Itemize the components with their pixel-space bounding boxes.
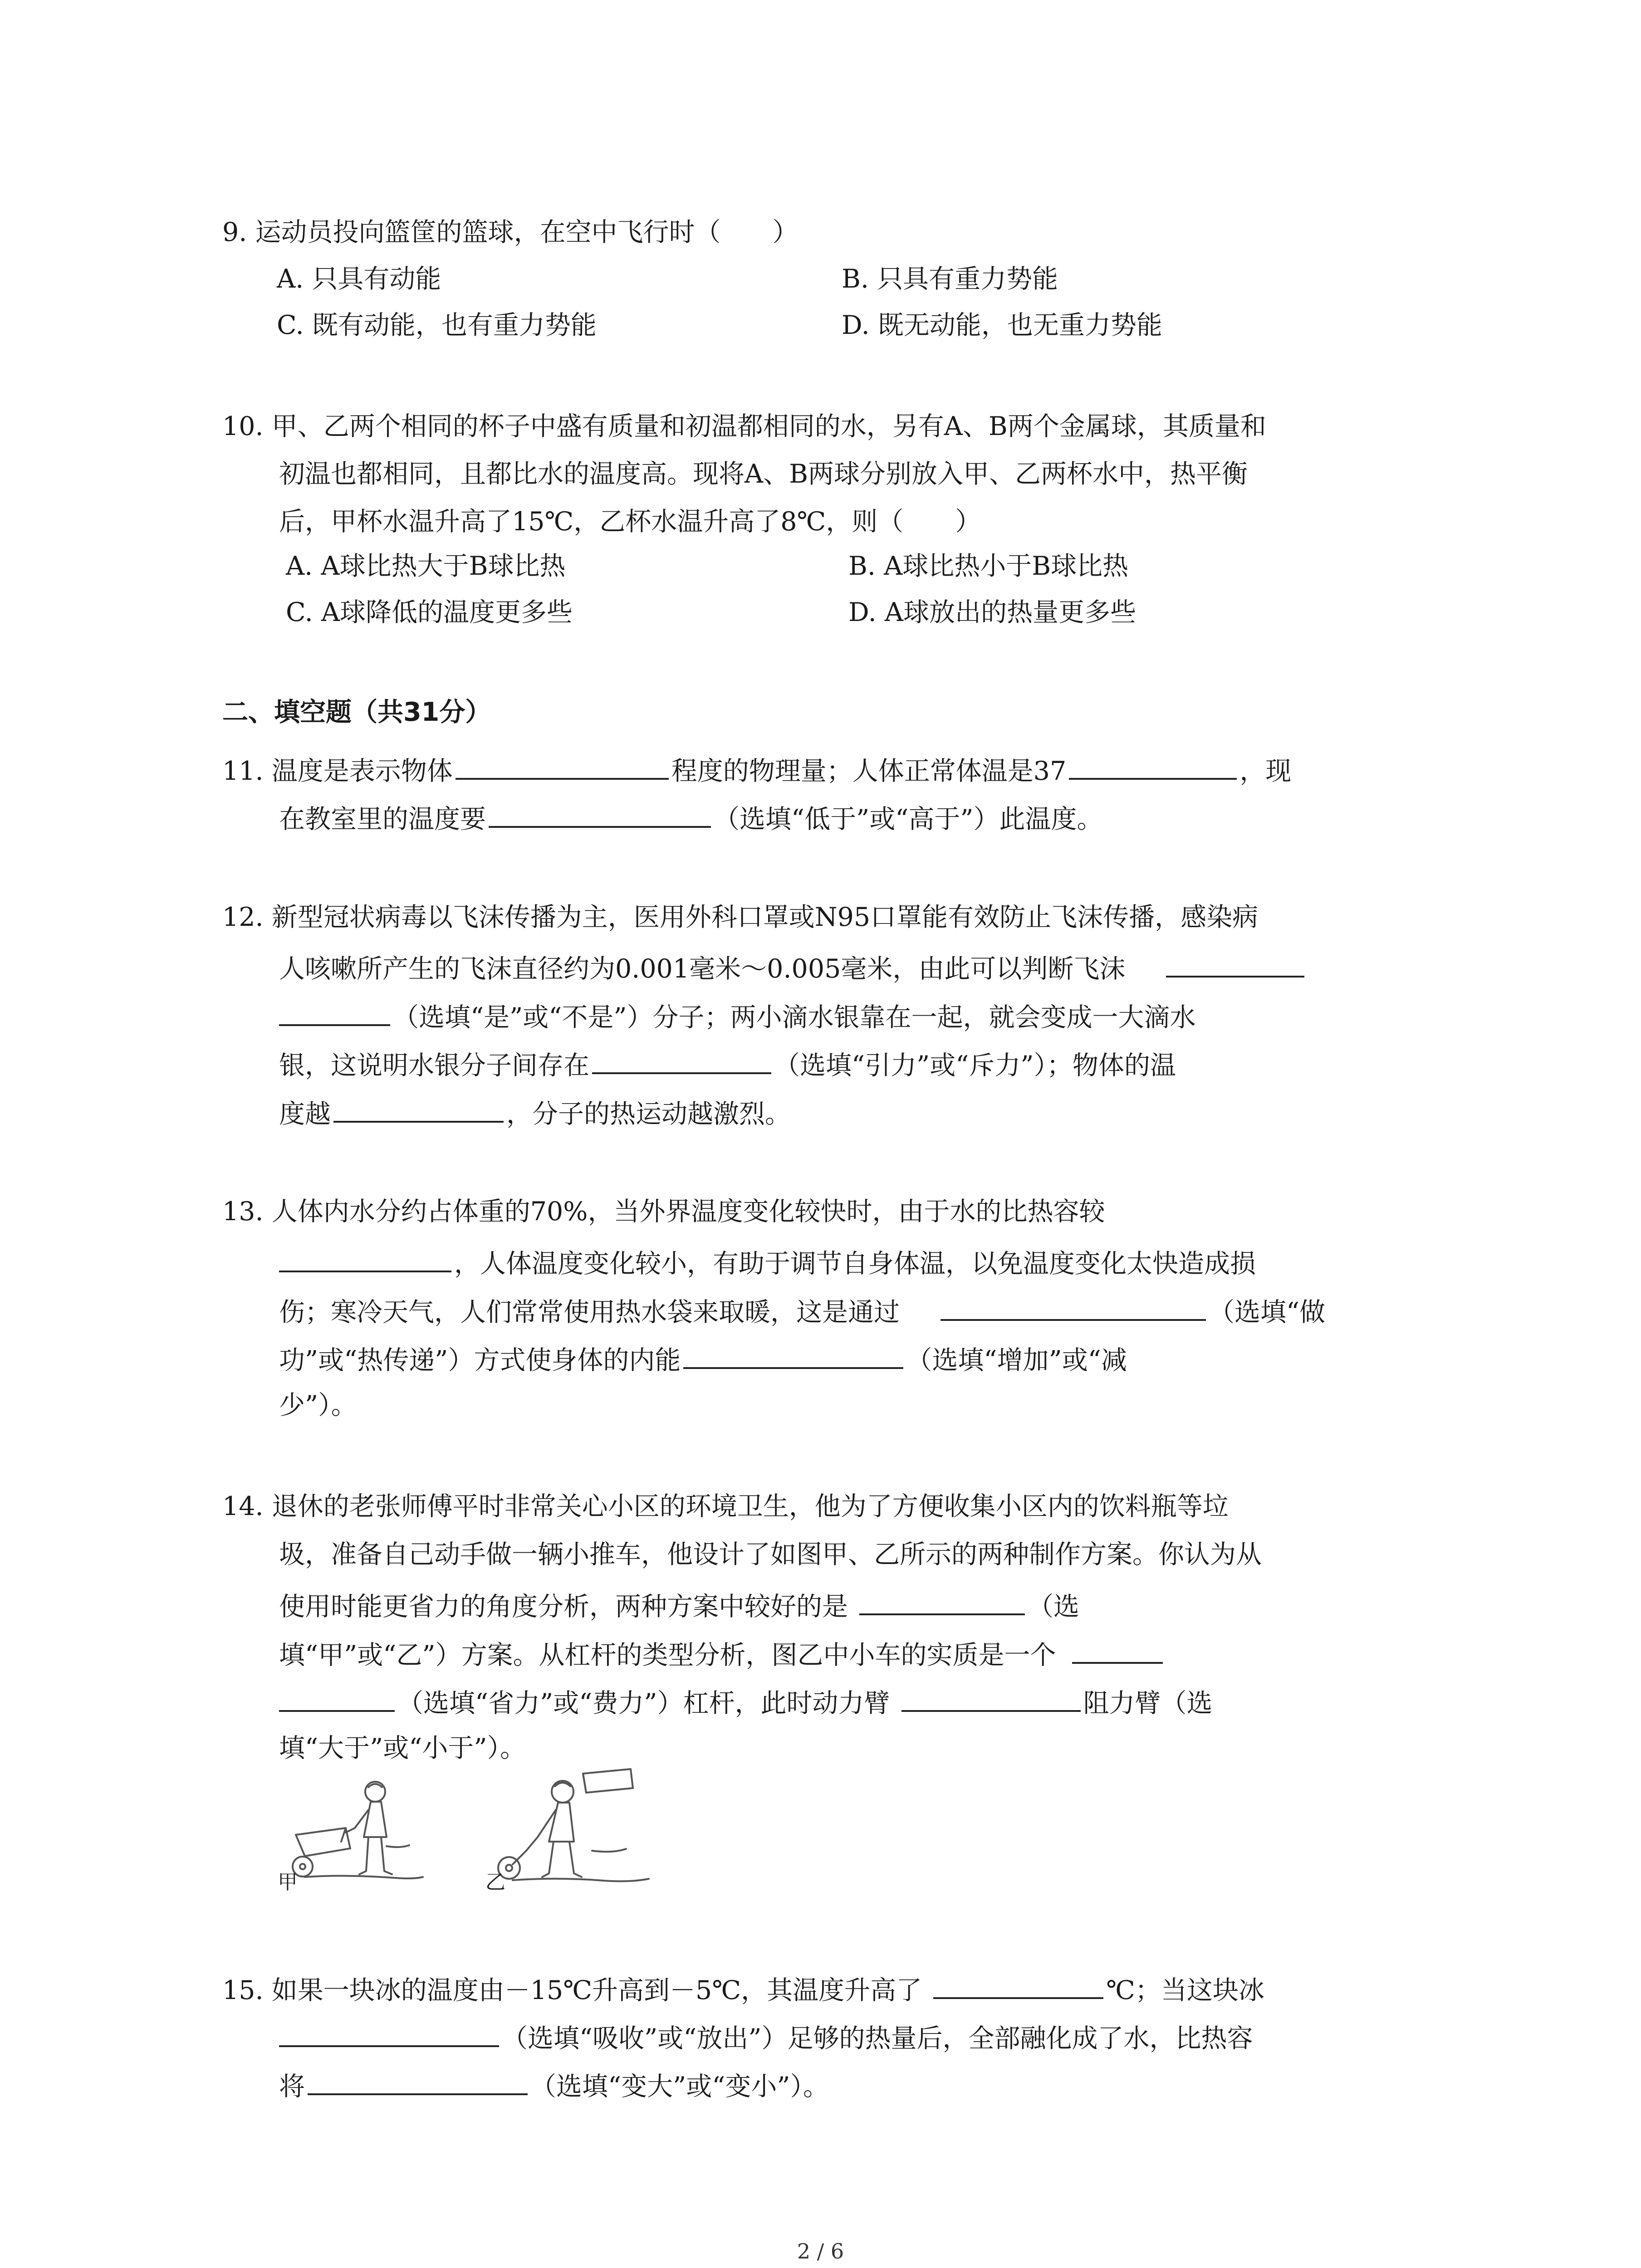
page-number: 2 / 6 <box>797 2239 844 2263</box>
q12-blank-1-continued[interactable] <box>279 998 390 1026</box>
q15-text-3b: （选填“变大”或“变小”）。 <box>530 2072 829 2102</box>
q14-line-4 <box>279 1636 1166 1671</box>
q13-line-4 <box>279 1341 1127 1376</box>
q12-line-2 <box>279 949 1307 985</box>
q13-text-3a: 伤；寒冷天气，人们常常使用热水袋来取暖，这是通过 <box>279 1297 900 1327</box>
q14-text-3b: （选 <box>1028 1592 1079 1622</box>
q13-blank-2[interactable] <box>941 1293 1206 1321</box>
q10-option-a: A. A球比热大于B球比热 <box>286 551 566 581</box>
q14-line-5 <box>279 1684 1213 1719</box>
figure-label-b: 乙 <box>485 1871 505 1894</box>
q15-text-3a: 将 <box>279 2072 305 2102</box>
q11-text-2b: （选填“低于”或“高于”）此温度。 <box>714 804 1103 834</box>
q13-text-4b: （选填“增加”或“减 <box>906 1345 1127 1375</box>
q9-option-d: D. 既无动能，也无重力势能 <box>842 310 1162 340</box>
q13-line-1: 13. 人体内水分约占体重的70%，当外界温度变化较快时，由于水的比热容较 <box>222 1197 1105 1227</box>
q10-line-2: 初温也都相同，且都比水的温度高。现将A、B两球分别放入甲、乙两杯水中，热平衡 <box>279 459 1248 489</box>
q14-blank-2-continued[interactable] <box>279 1684 395 1712</box>
q14-text-5a: （选填“省力”或“费力”）杠杆，此时动力臂 <box>397 1688 890 1718</box>
figure-cart-a-drawing <box>278 1774 427 1889</box>
q14-line-3 <box>279 1587 1079 1623</box>
q10-line-3: 后，甲杯水温升高了15℃，乙杯水温升高了8℃，则（ ） <box>279 507 981 537</box>
q11-line-1 <box>222 752 1291 787</box>
q15-text-1a: 15. 如果一块冰的温度由－15℃升高到－5℃，其温度升高了 <box>222 1975 922 2005</box>
q15-blank-1[interactable] <box>933 1971 1103 1999</box>
q14-line-1: 14. 退休的老张师傅平时非常关心小区的环境卫生，他为了方便收集小区内的饮料瓶等垃 <box>222 1491 1229 1521</box>
figure-cart-b-drawing <box>481 1760 653 1892</box>
section-2-title: 二、填空题（共31分） <box>222 697 491 727</box>
q12-line-3 <box>279 998 1196 1033</box>
q12-line-4 <box>279 1046 1176 1081</box>
q14-text-5b: 阻力臂（选 <box>1083 1688 1213 1718</box>
q13-text-4a: 功”或“热传递”）方式使身体的内能 <box>279 1345 681 1375</box>
q12-blank-3[interactable] <box>333 1095 504 1123</box>
q13-blank-3[interactable] <box>683 1341 903 1369</box>
figure-label-a: 甲 <box>278 1871 298 1894</box>
q12-line-1: 12. 新型冠状病毒以飞沫传播为主，医用外科口罩或N95口罩能有效防止飞沫传播，感染病 <box>222 902 1259 932</box>
q13-text-2: ，人体温度变化较小，有助于调节自身体温，以免温度变化太快造成损 <box>454 1249 1256 1279</box>
q15-text-1b: ℃；当这块冰 <box>1106 1975 1264 2005</box>
q11-text-1b: 程度的物理量；人体正常体温是37 <box>671 756 1067 786</box>
q14-text-4: 填“甲”或“乙”）方案。从杠杆的类型分析，图乙中小车的实质是一个 <box>279 1640 1056 1670</box>
q12-text-5b: ，分子的热运动越激烈。 <box>506 1099 791 1129</box>
q12-text-4b: （选填“引力”或“斥力”）；物体的温 <box>774 1051 1176 1080</box>
q12-blank-1[interactable] <box>1166 949 1304 978</box>
q10-option-d: D. A球放出的热量更多些 <box>848 597 1136 627</box>
q11-blank-1[interactable] <box>456 752 669 780</box>
q15-line-1 <box>222 1971 1264 2006</box>
q14-line-6: 填“大于”或“小于”）。 <box>279 1733 526 1763</box>
q11-text-2a: 在教室里的温度要 <box>279 804 486 834</box>
q12-text-4a: 银，这说明水银分子间存在 <box>279 1051 589 1080</box>
figure-cart-a <box>278 1774 427 1889</box>
q9-option-c: C. 既有动能，也有重力势能 <box>277 310 597 340</box>
q12-blank-2[interactable] <box>592 1046 771 1074</box>
q9-option-b: B. 只具有重力势能 <box>842 264 1058 294</box>
q15-text-2: （选填“吸收”或“放出”）足够的热量后，全部融化成了水，比热容 <box>502 2024 1253 2053</box>
q13-blank-1[interactable] <box>279 1244 451 1272</box>
q12-text-2: 人咳嗽所产生的飞沫直径约为0.001毫米～0.005毫米，由此可以判断飞沫 <box>279 954 1126 984</box>
q14-blank-1[interactable] <box>859 1587 1025 1615</box>
q15-line-3 <box>279 2067 829 2102</box>
q11-blank-2[interactable] <box>1069 752 1237 780</box>
q13-line-3 <box>279 1293 1325 1328</box>
q10-line-1: 10. 甲、乙两个相同的杯子中盛有质量和初温都相同的水，另有A、B两个金属球，其质量和 <box>222 411 1266 441</box>
q10-option-c: C. A球降低的温度更多些 <box>286 597 573 627</box>
q14-line-2: 圾，准备自己动手做一辆小推车，他设计了如图甲、乙所示的两种制作方案。你认为从 <box>279 1540 1262 1569</box>
q13-line-5: 少”）。 <box>279 1390 357 1420</box>
q11-line-2 <box>279 800 1103 835</box>
q9-stem: 9. 运动员投向篮筐的篮球，在空中飞行时（ ） <box>222 217 798 247</box>
q13-line-2 <box>279 1244 1256 1280</box>
q15-line-2 <box>279 2019 1253 2054</box>
q11-blank-3[interactable] <box>489 800 711 828</box>
q14-text-3a: 使用时能更省力的角度分析，两种方案中较好的是 <box>279 1592 848 1622</box>
q14-blank-3[interactable] <box>901 1684 1081 1712</box>
q15-blank-3[interactable] <box>308 2067 528 2095</box>
q15-blank-2[interactable] <box>279 2019 499 2047</box>
q10-option-b: B. A球比热小于B球比热 <box>848 551 1129 581</box>
q12-line-5 <box>279 1095 791 1130</box>
q12-text-5a: 度越 <box>279 1099 331 1129</box>
q11-text-1a: 11. 温度是表示物体 <box>222 756 453 786</box>
q9-option-a: A. 只具有动能 <box>277 264 441 294</box>
q13-text-3b: （选填“做 <box>1209 1297 1326 1327</box>
q12-text-3: （选填“是”或“不是”）分子；两小滴水银靠在一起，就会变成一大滴水 <box>393 1002 1196 1032</box>
figure-cart-b <box>481 1760 653 1892</box>
q11-text-1c: ，现 <box>1239 756 1292 786</box>
q14-blank-2[interactable] <box>1072 1636 1163 1664</box>
